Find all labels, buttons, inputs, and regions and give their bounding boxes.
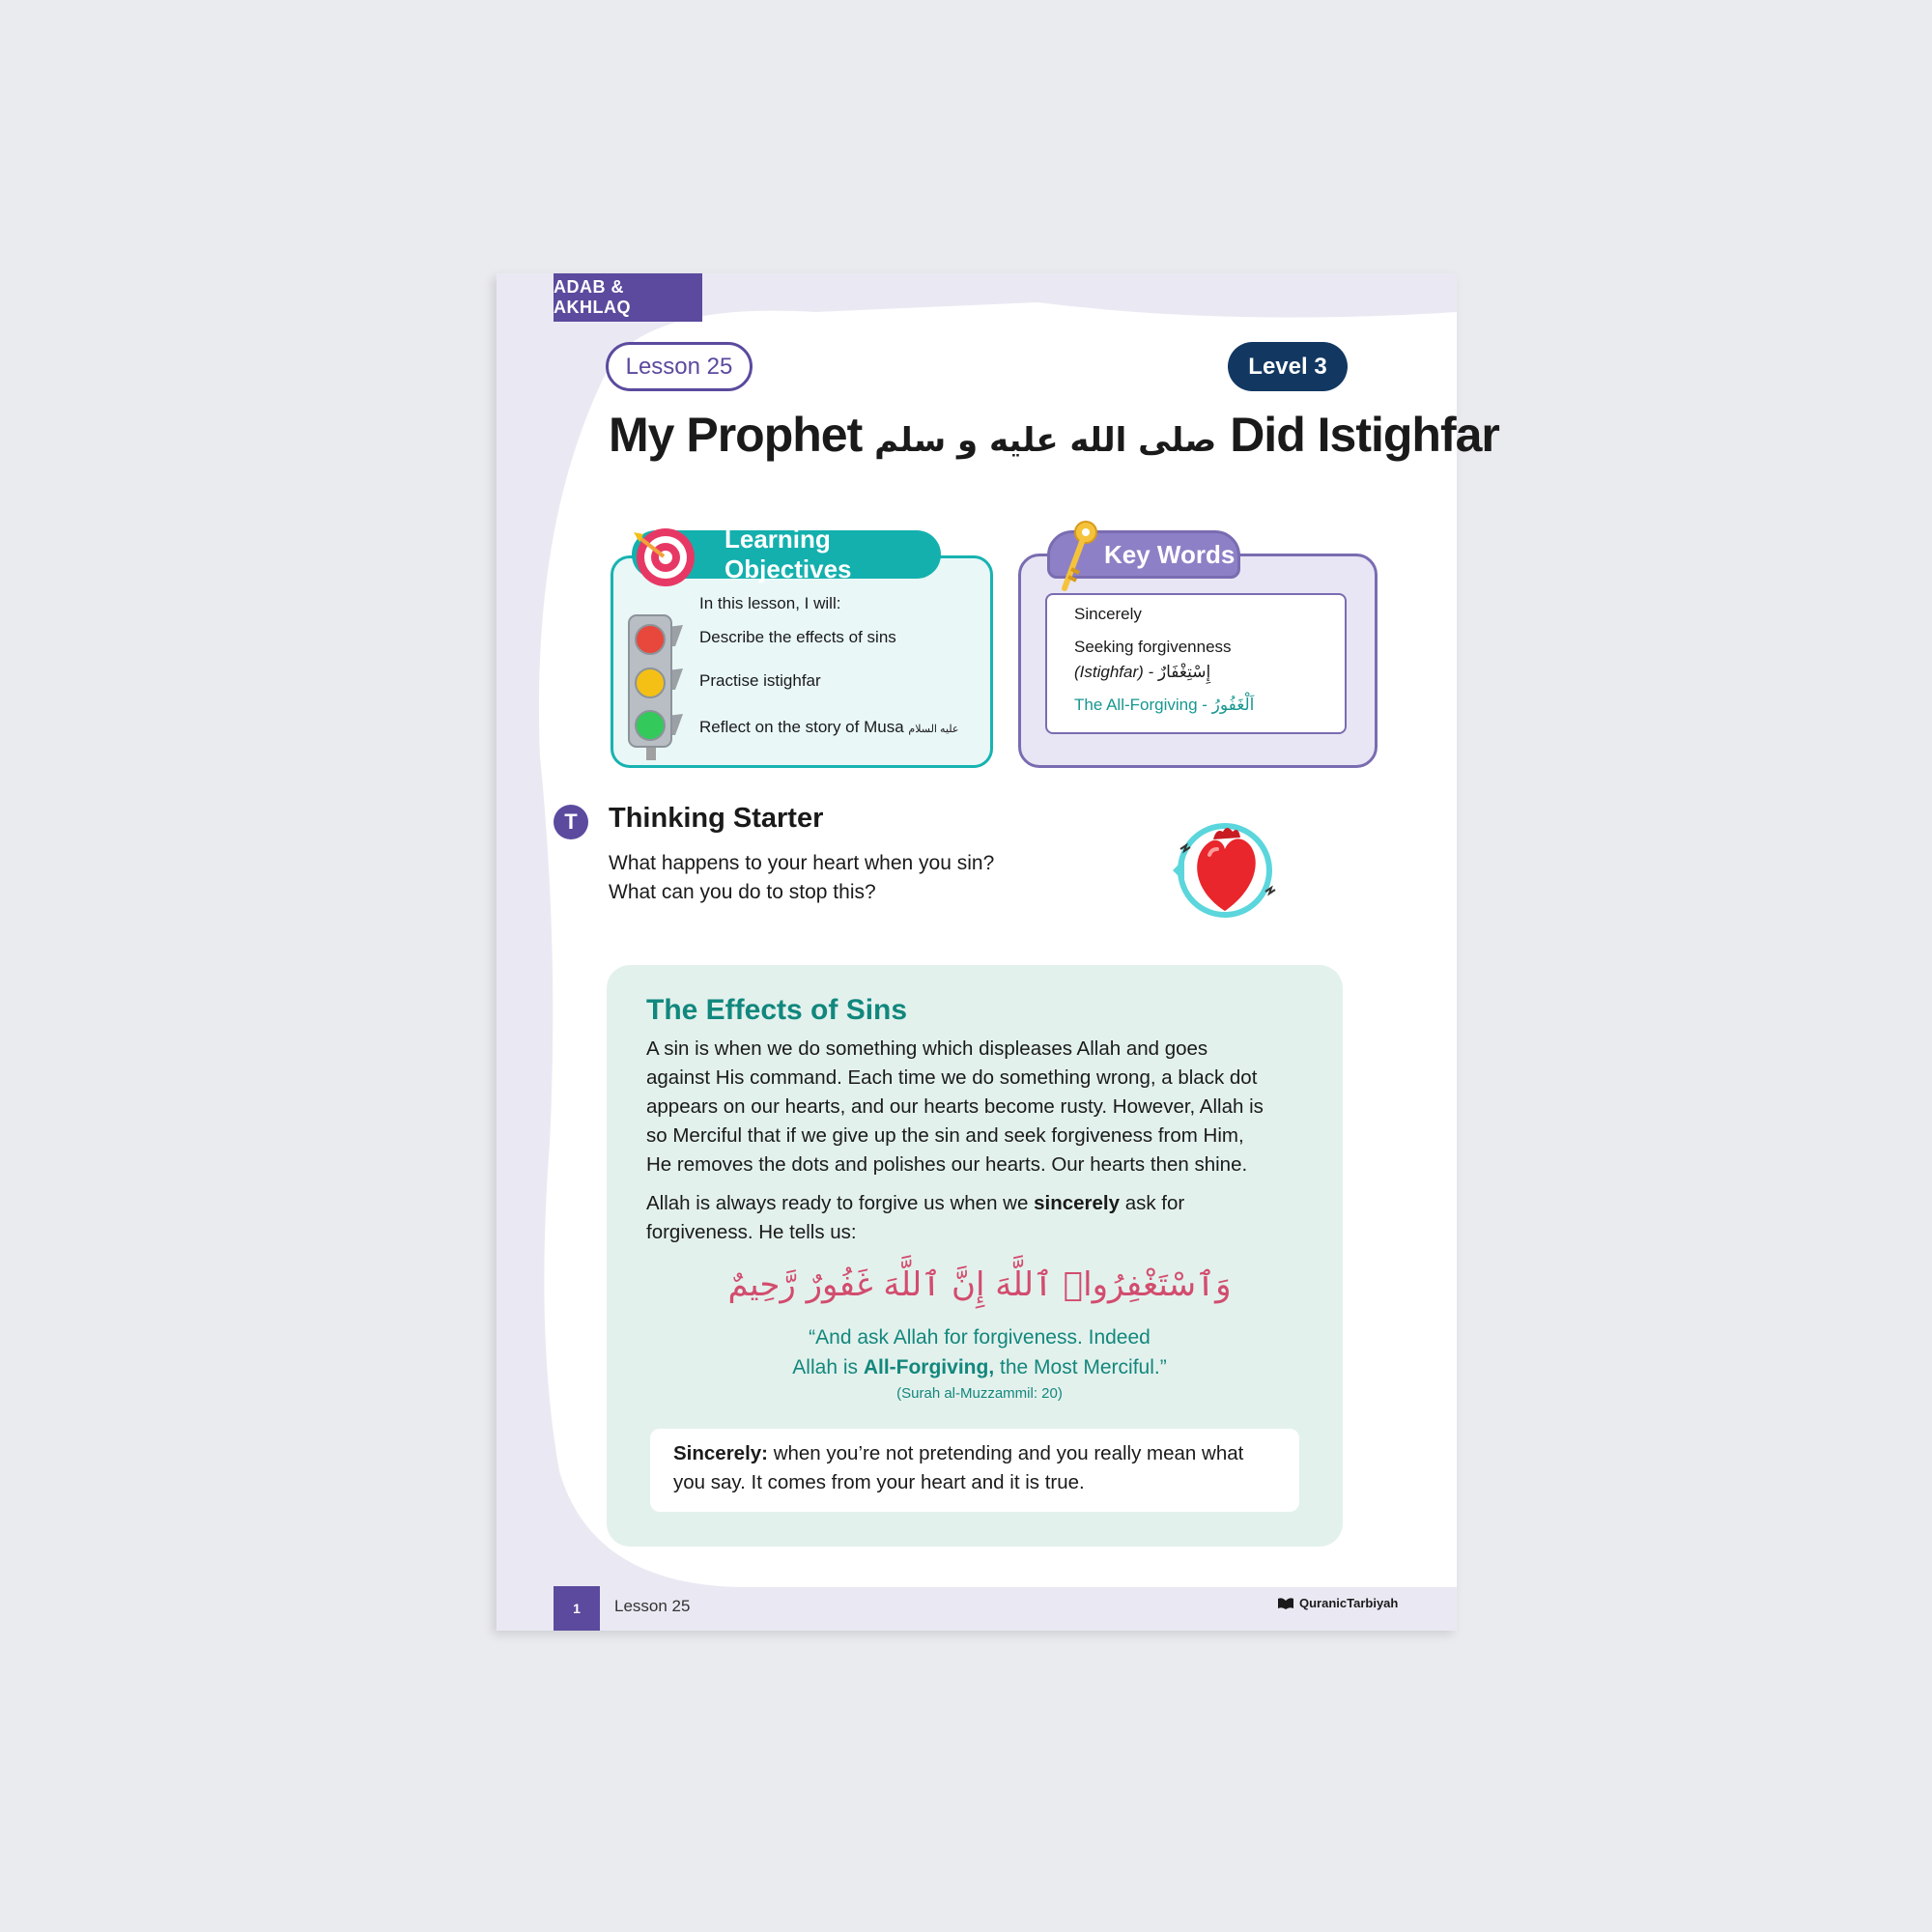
lo-item-1: Describe the effects of sins [699,628,896,646]
key-word-4-text: The All-Forgiving - [1074,696,1212,714]
key-word-3 [1074,663,1210,682]
page-number: 1 [554,1586,600,1631]
title-honorific: صلى الله عليه و سلم [874,421,1217,460]
definition-line-2: you say. It comes from your heart and it is true. [673,1471,1085,1493]
translation-line-2 [646,1352,1313,1382]
learning-objectives-header: Learning Objectives [632,530,941,579]
verse-reference: (Surah al-Muzzammil: 20) [896,1385,1063,1402]
translation-line-1: “And ask Allah for forgiveness. Indeed [809,1326,1151,1349]
key-word-3-text: (Istighfar) - [1074,663,1158,681]
key-word-4-arabic: اَلْغَفُورُ [1211,696,1255,715]
effects-paragraph-2-line-2: forgiveness. He tells us: [646,1221,857,1243]
lo-item-3-honorific: عليه السلام [908,724,959,735]
effects-line-3: appears on our hearts, and our hearts become rusty. However, Allah is [646,1095,1264,1118]
para2-bold: sincerely [1034,1192,1120,1214]
effects-paragraph-2 [646,1189,1313,1247]
traffic-light-icon [627,615,685,760]
lo-item-3 [699,718,958,737]
page-title [609,407,1499,463]
lesson-pill: Lesson 25 [606,342,753,391]
effects-line-2: against His command. Each time we do something wrong, a black dot [646,1066,1258,1089]
effects-paragraph-2-line-1 [646,1189,1313,1218]
key-word-1: Sincerely [1074,605,1142,623]
title-part1: My Prophet [609,408,863,462]
definition-line-1 [673,1439,1282,1468]
title-part2: Did Istighfar [1230,408,1499,462]
definition-term: Sincerely: [673,1442,768,1464]
thinking-starter-badge: T [554,805,588,839]
effects-paragraph-1 [646,1035,1313,1179]
effects-line-5: He removes the dots and polishes our hearts. Our hearts then shine. [646,1153,1248,1176]
quran-verse-translation [646,1322,1313,1382]
effects-title: The Effects of Sins [646,994,908,1026]
key-icon [1055,519,1103,596]
book-logo-icon [1277,1597,1294,1610]
level-pill: Level 3 [1228,342,1348,391]
heart-icon [1163,810,1289,926]
effects-line-4: so Merciful that if we give up the sin and seek forgiveness from Him, [646,1124,1244,1147]
subject-tab: ADAB & AKHLAQ [554,273,702,322]
thinking-question-1: What happens to your heart when you sin? [609,852,995,874]
footer-lesson: Lesson 25 [614,1597,691,1615]
key-word-4 [1074,696,1254,715]
lo-item-3-text: Reflect on the story of Musa [699,718,904,736]
lo-item-2: Practise istighfar [699,671,821,690]
effects-line-1: A sin is when we do something which displeases Allah and goes [646,1037,1208,1060]
brand-name: QuranicTarbiyah [1299,1596,1399,1610]
definition-text [673,1439,1282,1497]
para2-text-a: Allah is always ready to forgive us when we [646,1192,1035,1214]
lo-intro: In this lesson, I will: [699,594,841,612]
thinking-starter-title: Thinking Starter [609,803,824,834]
quran-verse-arabic: وَٱسْتَغْفِرُوا۟ ٱللَّهَ إِنَّ ٱللَّهَ غَفُورٌ رَّحِيمٌ [727,1265,1232,1304]
brand-logo [1277,1596,1398,1610]
translation-line-2-a: Allah is [792,1356,864,1378]
worksheet-page [497,273,1499,1631]
key-word-2: Seeking forgivenness [1074,638,1232,656]
thinking-question-2: What can you do to stop this? [609,881,876,903]
para2-text-b: ask for [1120,1192,1185,1214]
key-words-header: Key Words [1047,530,1240,579]
target-icon [630,523,697,590]
translation-line-2-b: the Most Merciful.” [994,1356,1167,1378]
key-word-3-arabic: إِسْتِغْفَارٌ [1157,663,1211,682]
translation-line-2-bold: All-Forgiving, [863,1356,995,1378]
definition-line-1-text: when you’re not pretending and you really mean what [768,1442,1244,1464]
